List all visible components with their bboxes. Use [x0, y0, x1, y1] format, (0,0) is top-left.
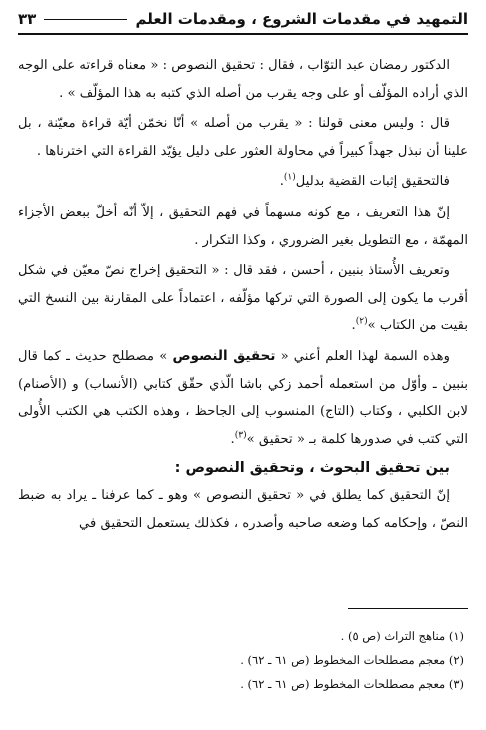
main-text [18, 52, 468, 538]
footnote-3: (٣) معجم مصطلحات المخطوط (ص ٦١ ـ ٦٢) . [240, 677, 464, 691]
paragraph-6-start: وهذه السمة لهذا العلم أعني « [280, 348, 451, 364]
footnotes [18, 624, 464, 696]
paragraph-6-rest: » مصطلح حديث ـ كما قال بنبين ـ وأوّل من استعمله أحمد زكي باشا الّذي حقّق كتابي (الأنساب) و (الأصنام) لابن الكلبي ، وكتاب (التاج) المنسوب إلى الجاحظ ، وهذه الكتب هي الكتب الأُولى التي كتب في صدورها كلمة بـ « تحقيق » [18, 348, 468, 447]
bold-term: تحقيق النصوص [172, 347, 276, 364]
paragraph-6-end: . [230, 431, 235, 447]
page-number: ٣٣ [18, 10, 37, 28]
section-subheading: بين تحقيق البحوث ، وتحقيق النصوص : [174, 460, 450, 477]
header-rule [44, 19, 127, 20]
footnote-2: (٢) معجم مصطلحات المخطوط (ص ٦١ ـ ٦٢) . [240, 653, 464, 667]
paragraph-7: إنّ التحقيق كما يطلق في « تحقيق النصوص » وهو ـ كما عرفنا ـ يراد به ضبط النصّ ، وإحكامه كما وضعه صاحبه وأصدره ، فكذلك يستعمل التحقيق في [18, 488, 468, 531]
footnote-ref-1: (١) [283, 172, 296, 183]
running-title: التمهيد في مقدمات الشروع ، ومقدمات العلم [135, 10, 468, 28]
paragraph-5 [18, 257, 468, 340]
paragraph-3 [18, 168, 468, 196]
paragraph-2: قال : وليس معنى قولنا : « يقرب من أصله » أنّا نخمّن أيّة قراءة معيّنة ، بل علينا أن نبذل جهداً كبيراً في محاولة العثور على دليل يؤيّد القراءة التي اخترناها . [18, 116, 468, 159]
footnote-ref-2: (٢) [355, 316, 368, 327]
paragraph-4: إنّ هذا التعريف ، مع كونه مسهماً في فهم التحقيق ، إلاّ أنّه أخلّ ببعض الأجزاء المهمّة ، مع التطويل بغير الضروري ، وكذا التكرار . [18, 204, 468, 248]
paragraph-5-end: . [351, 318, 356, 334]
footnote-ref-3: (٣) [234, 430, 247, 441]
paragraph-5-text: وتعريف الأُستاذ بنبين ، أحسن ، فقد قال : « التحقيق إخراج نصّ معيّن في شكل أقرب ما يكون إلى الصورة التي تركها مؤلّفه ، اعتماداً على المقارنة بين النسخ التي بقيت من الكتاب » [18, 263, 468, 334]
paragraph-3-end: . [279, 174, 284, 190]
footnote-1: (١) مناهج التراث (ص ٥) . [340, 629, 464, 643]
running-header [18, 5, 468, 35]
paragraph-3-text: فالتحقيق إثبات القضية بدليل [295, 174, 450, 190]
footnote-divider [348, 608, 468, 609]
paragraph-6 [18, 343, 468, 453]
paragraph-1: الدكتور رمضان عبد التوّاب ، فقال : تحقيق النصوص : « معناه قراءته على الوجه الذي أراده المؤلّف أو على وجه يقرب من أصله الذي كتبه به هذا المؤلّف » . [18, 58, 468, 101]
